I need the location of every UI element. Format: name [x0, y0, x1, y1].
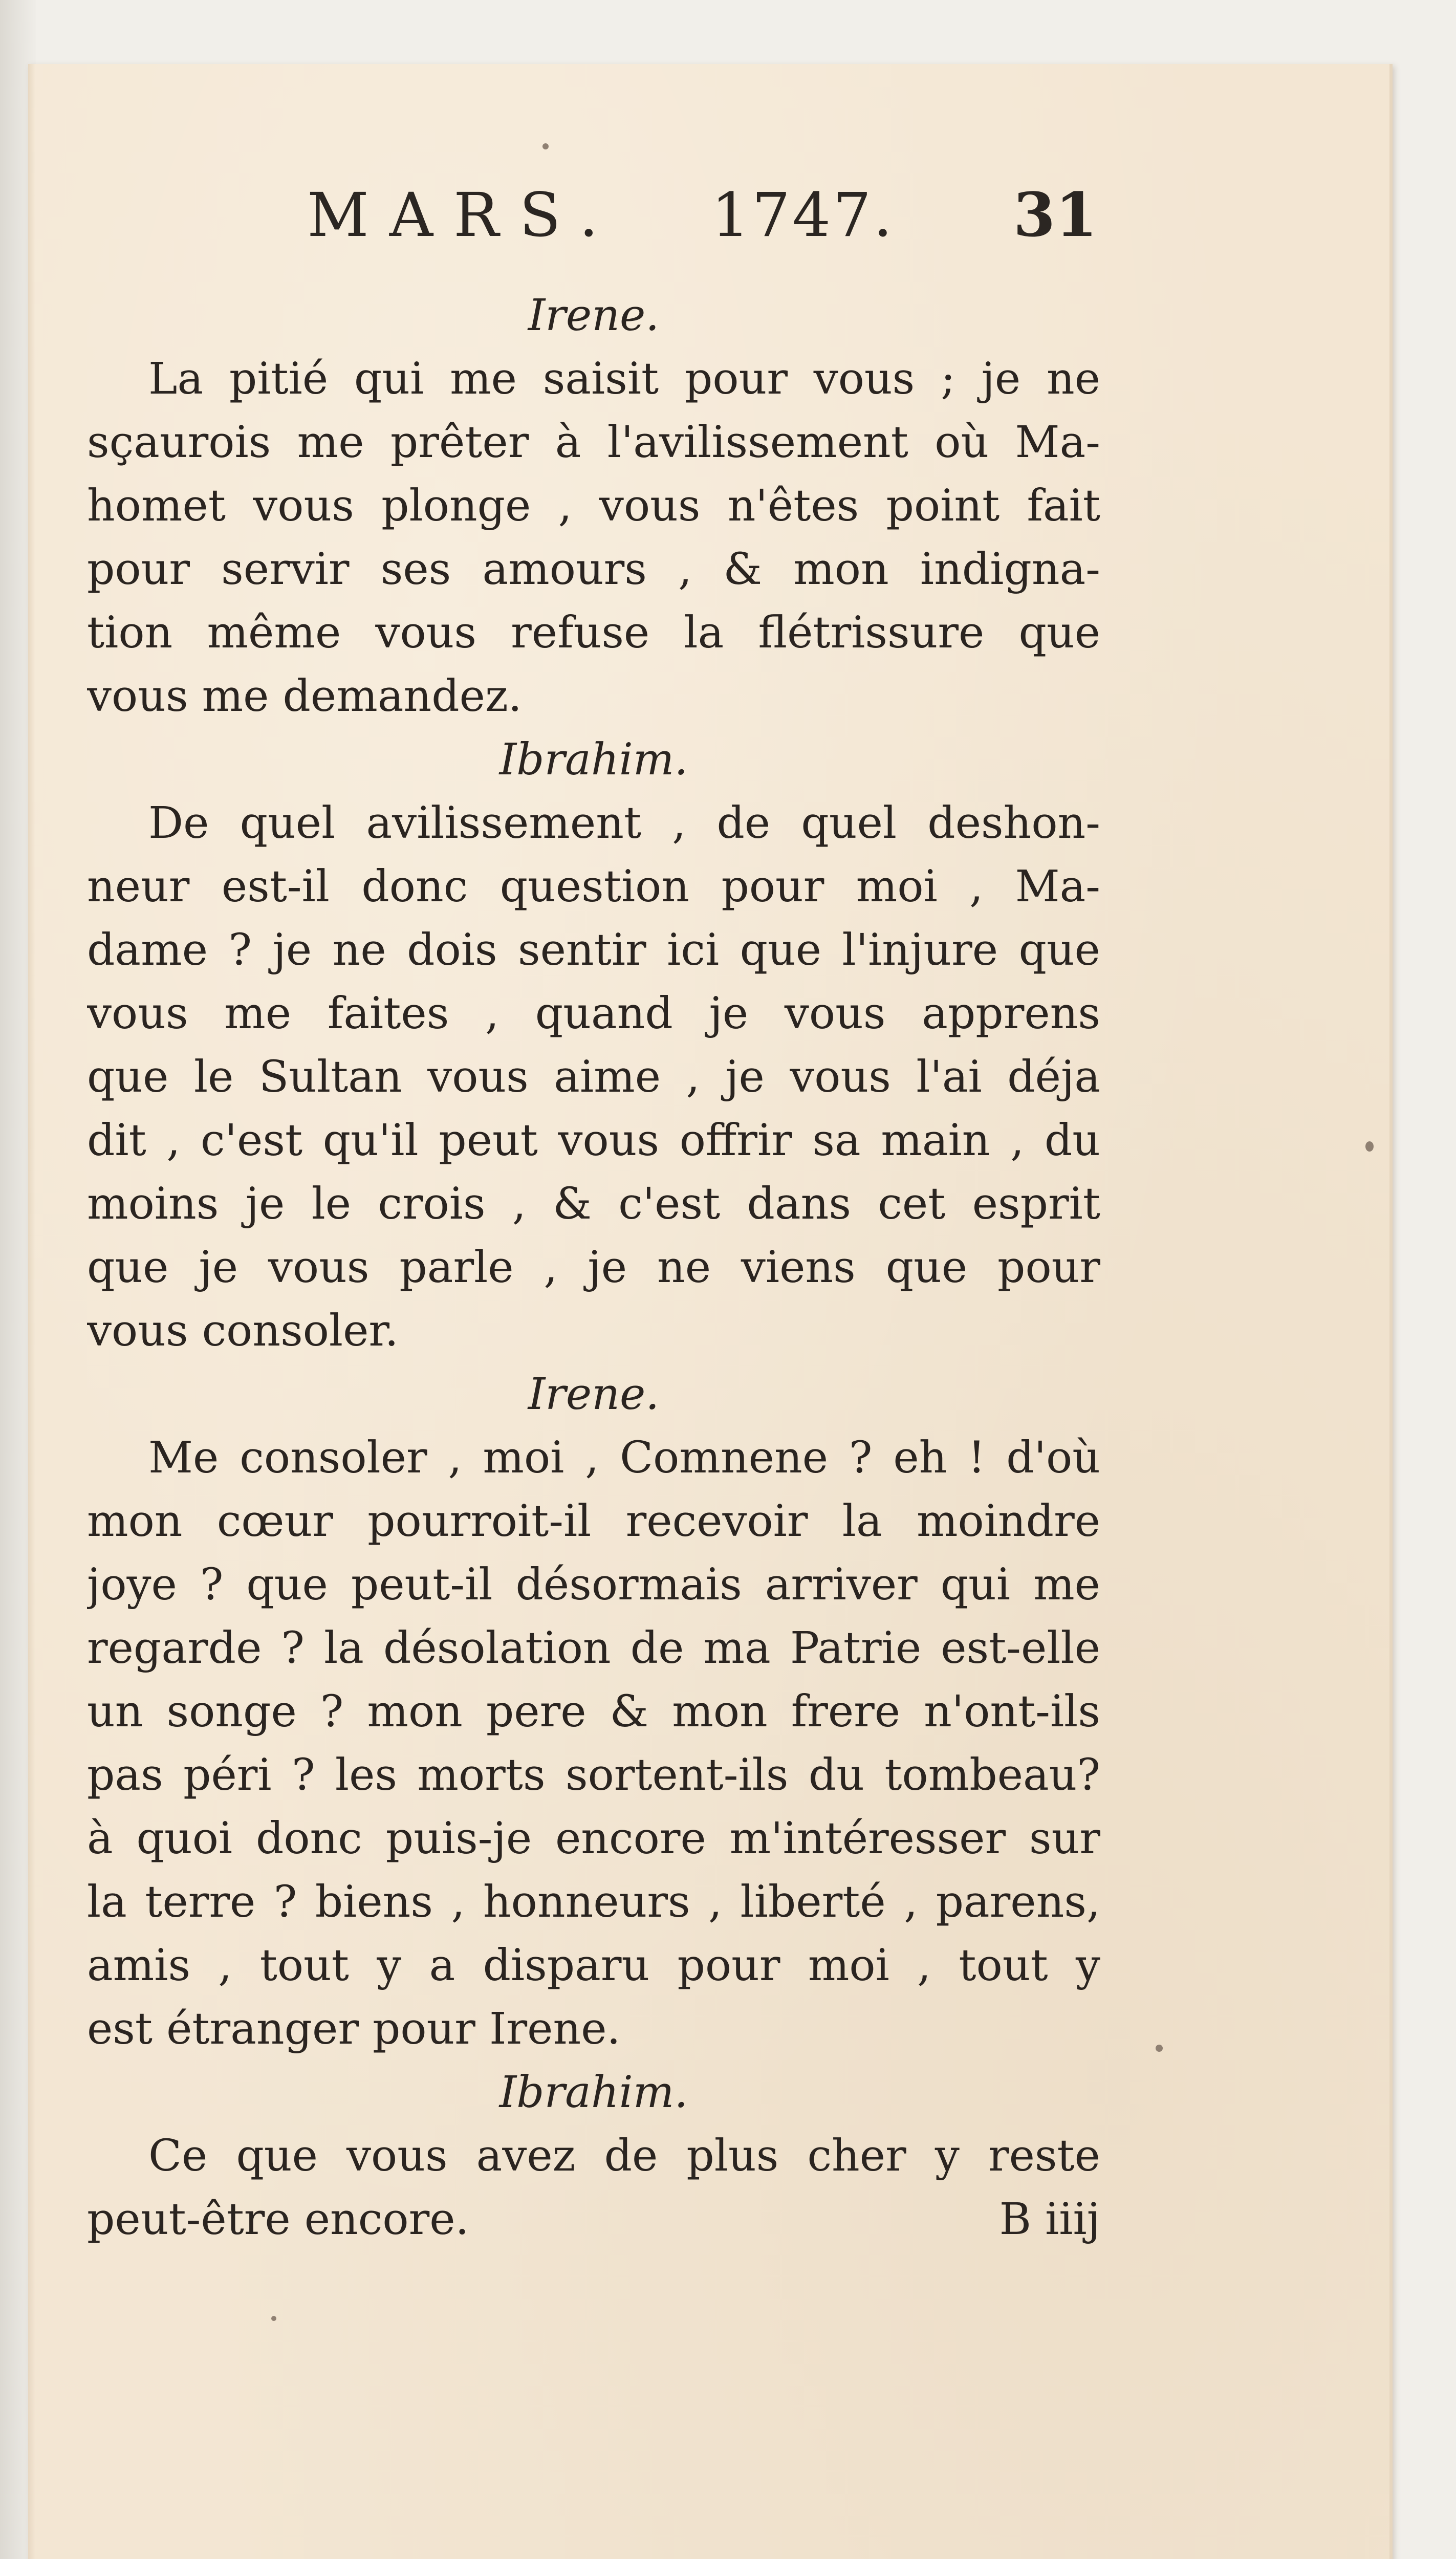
last-line: [87, 2188, 1100, 2251]
text-line: mon cœur pourroit-il recevoir la moindre: [87, 1496, 1100, 1547]
text-line: regarde ? la désolation de ma Patrie est-elle: [87, 1623, 1100, 1674]
text-line: La pitié qui me saisit pour vous ; je ne: [148, 354, 1100, 404]
text-line: à quoi donc puis-je encore m'intéresser sur: [87, 1813, 1100, 1864]
text-line: dame ? je ne dois sentir ici que l'injure que: [87, 925, 1100, 975]
text-line: moins je le crois , & c'est dans cet esprit: [87, 1179, 1100, 1229]
text-line: vous me faites , quand je vous apprens: [87, 988, 1100, 1039]
speaker-name: Irene.: [528, 290, 660, 341]
header-month: MARS.: [307, 180, 619, 250]
text-line: Me consoler , moi , Comnene ? eh ! d'où: [148, 1433, 1100, 1483]
text-line: tion même vous refuse la flétrissure que: [87, 608, 1100, 658]
running-header: [307, 177, 1098, 253]
paper-speck: [1156, 2045, 1163, 2052]
text-line: que je vous parle , je ne viens que pour: [87, 1242, 1100, 1293]
text-line: amis , tout y a disparu pour moi , tout y: [87, 1940, 1100, 1991]
text-line: homet vous plonge , vous n'êtes point fait: [87, 481, 1100, 531]
text-line: un songe ? mon pere & mon frere n'ont-ils: [87, 1686, 1100, 1737]
paper-speck: [542, 143, 549, 149]
text-line: neur est-il donc question pour moi , Ma-: [87, 861, 1100, 912]
text-line: vous me demandez.: [87, 671, 522, 722]
page-gutter-shadow: [28, 64, 35, 2559]
signature-mark: B iiij: [999, 2194, 1100, 2245]
text-line: que le Sultan vous aime , je vous l'ai déja: [87, 1052, 1100, 1102]
text-line: sçaurois me prêter à l'avilissement où Ma-: [87, 417, 1100, 468]
speaker-name: Ibrahim.: [499, 734, 688, 785]
speaker-name: Irene.: [528, 1369, 660, 1420]
text-line: pour servir ses amours , & mon indigna-: [87, 544, 1100, 595]
speaker-name: Ibrahim.: [499, 2067, 688, 2118]
header-year: 1747.: [711, 180, 895, 250]
text-line: vous consoler.: [87, 1306, 399, 1356]
text-line: De quel avilissement , de quel deshon-: [148, 798, 1100, 849]
paper-speck: [271, 2316, 276, 2321]
text-line: est étranger pour Irene.: [87, 2004, 621, 2054]
text-line: Ce que vous avez de plus cher y reste: [148, 2131, 1100, 2181]
text-line: pas péri ? les morts sortent-ils du tombeau?: [87, 1750, 1100, 1801]
page-number: 31: [1013, 179, 1098, 250]
text-line: dit , c'est qu'il peut vous offrir sa main , du: [87, 1115, 1100, 1166]
body-text: [87, 284, 1100, 2251]
text-line: la terre ? biens , honneurs , liberté , parens,: [87, 1877, 1100, 1927]
text-line: joye ? que peut-il désormais arriver qui me: [87, 1559, 1100, 1610]
paper-speck: [1365, 1141, 1374, 1152]
last-line-text: peut-être encore.: [87, 2194, 469, 2245]
